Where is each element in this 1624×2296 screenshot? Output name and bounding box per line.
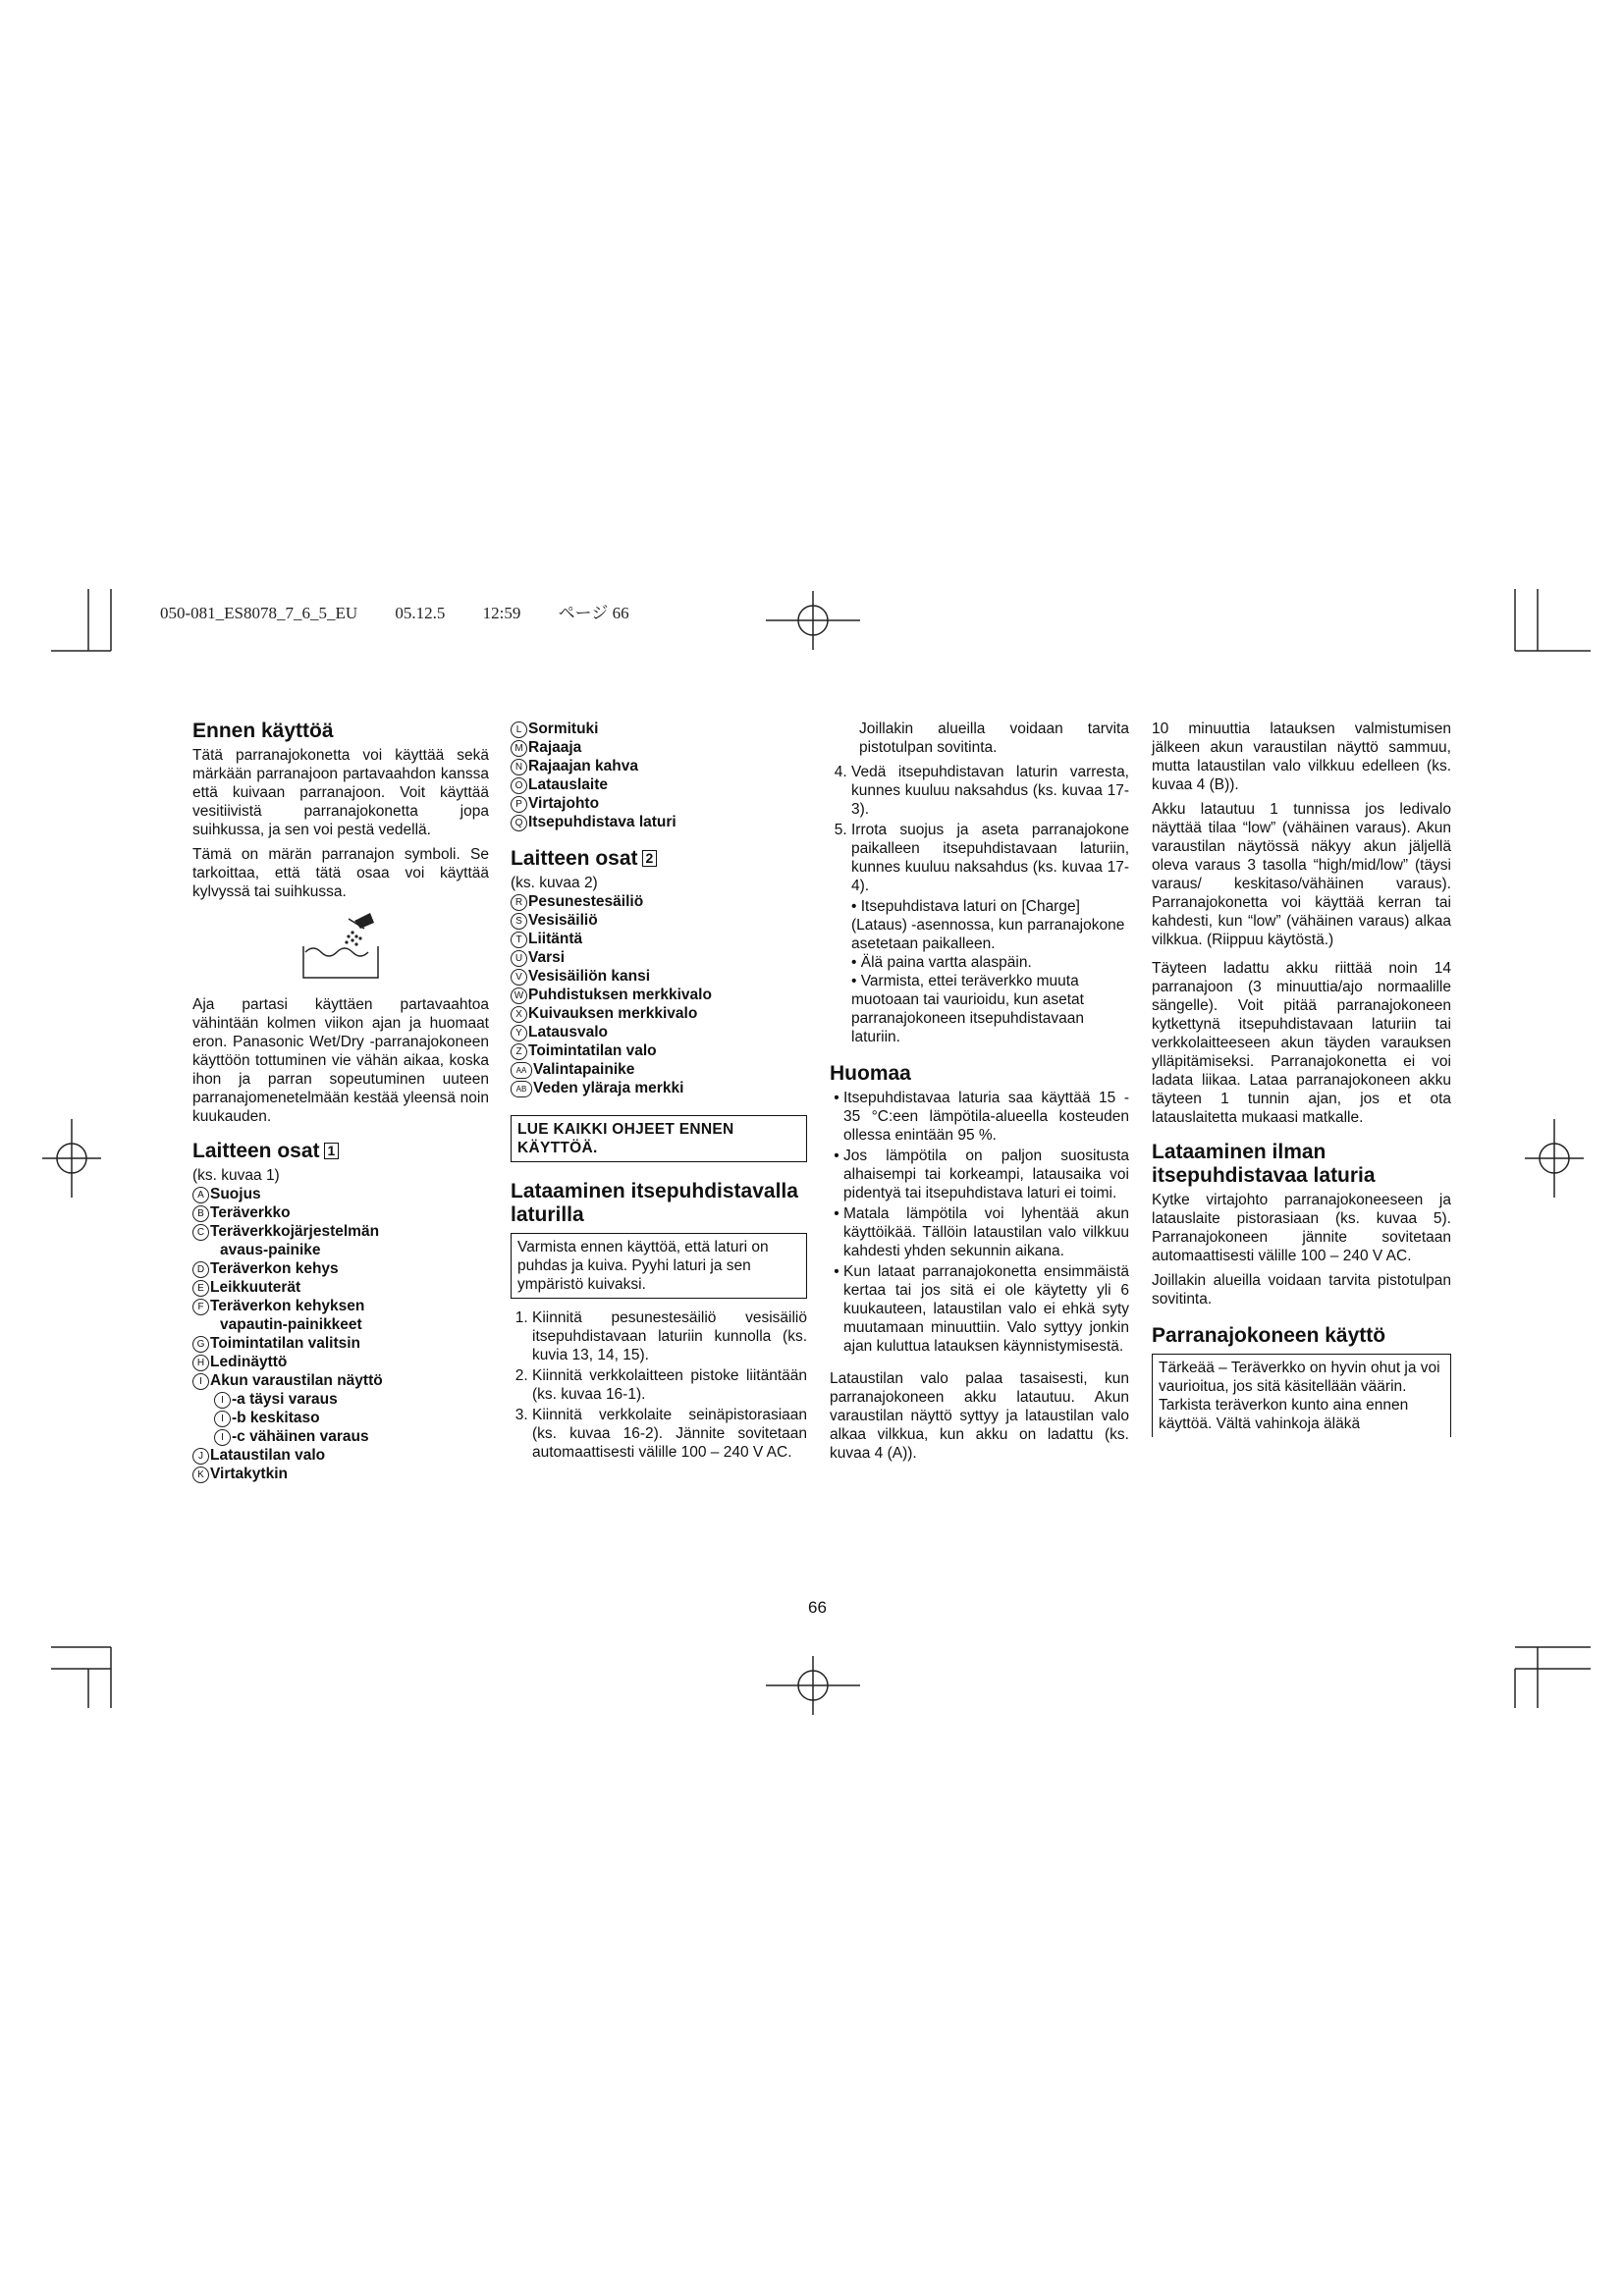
wet-symbol-paragraph: Tämä on märän parranajon symboli. Se tarkoittaa, että tätä osaa voi käyttää kylvyssä tai suihkussa. xyxy=(192,846,489,900)
part-label: Vesisäiliön kansi xyxy=(528,968,651,985)
part-item xyxy=(192,1446,489,1465)
figure-number-box: 2 xyxy=(642,850,658,867)
part-label: Suojus xyxy=(210,1186,261,1202)
part-label: Leikkuuterät xyxy=(210,1279,301,1296)
part-marker: H xyxy=(192,1355,209,1371)
part-item xyxy=(192,1297,489,1315)
note-list xyxy=(830,1089,1129,1356)
part-label: Virtakytkin xyxy=(210,1466,288,1482)
part-label: Valintapainike xyxy=(533,1061,635,1078)
part-label: Rajaajan kahva xyxy=(528,758,639,774)
part-marker: V xyxy=(511,969,527,986)
column-1 xyxy=(192,720,489,1483)
part-item xyxy=(511,794,807,813)
part-label: Vesisäiliö xyxy=(528,912,598,929)
part-item xyxy=(192,1390,489,1409)
adapter-note-2: Joillakin alueilla voidaan tarvita pistotulpan sovitinta. xyxy=(1152,1272,1451,1308)
parts-list-2 xyxy=(511,892,807,1097)
part-marker: AA xyxy=(511,1062,532,1079)
part-label: Teräverkkojärjestelmän xyxy=(210,1223,380,1240)
part-label: Teräverkon kehys xyxy=(210,1260,339,1277)
part-label: avaus-painike xyxy=(220,1242,321,1258)
charging-steps-continued xyxy=(830,763,1129,895)
step-item: 5. Irrota suojus ja aseta parranajokone paikalleen itsepuhdistavaan laturiin, kunnes kuuluu naksahdus (ks. kuvaa 17-4). xyxy=(851,821,1129,895)
part-label: Veden yläraja merkki xyxy=(533,1080,684,1096)
part-marker: G xyxy=(192,1336,209,1353)
heading-parts-1 xyxy=(192,1140,489,1163)
part-label: Toimintatilan valitsin xyxy=(210,1335,361,1352)
part-item xyxy=(511,930,807,948)
part-label: Virtajohto xyxy=(528,795,600,812)
part-marker: A xyxy=(192,1187,209,1203)
charging-steps xyxy=(511,1308,807,1462)
part-item xyxy=(511,967,807,986)
print-file-name: 050-081_ES8078_7_6_5_EU xyxy=(160,604,358,622)
part-marker: Z xyxy=(511,1043,527,1060)
part-marker: K xyxy=(192,1467,209,1483)
part-item xyxy=(511,813,807,831)
part-marker: X xyxy=(511,1006,527,1023)
part-label: Toimintatilan valo xyxy=(528,1042,657,1059)
print-time: 12:59 xyxy=(482,604,521,622)
page-number: 66 xyxy=(808,1598,827,1617)
part-item xyxy=(511,775,807,794)
part-marker: E xyxy=(192,1280,209,1297)
step-item: 1. Kiinnitä pesunestesäiliö vesisäiliö itsepuhdistavaan laturiin kunnolla (ks. kuvia 13, 14, 15). xyxy=(532,1308,807,1364)
column-4 xyxy=(1152,720,1451,1447)
part-marker: S xyxy=(511,913,527,930)
step-item: 2. Kiinnitä verkkolaitteen pistoke liitäntään (ks. kuvaa 16-1). xyxy=(532,1366,807,1404)
part-marker: Y xyxy=(511,1025,527,1041)
note-item: • Itsepuhdistavaa laturia saa käyttää 15 - 35 °C:een lämpötila-alueella kosteuden ollessa enintään 95 %. xyxy=(843,1089,1129,1145)
important-notice-box: Tärkeää – Teräverkko on hyvin ohut ja voi vaurioitua, jos sitä käsitellään väärin. Tarkista teräverkon kunto aina ennen käyttöä. Vältä vahinkoja äläkä xyxy=(1152,1354,1451,1437)
part-item xyxy=(192,1409,489,1427)
part-item xyxy=(511,892,807,911)
part-marker: B xyxy=(192,1205,209,1222)
part-marker: I xyxy=(214,1429,231,1446)
part-item xyxy=(511,948,807,967)
part-marker: U xyxy=(511,950,527,967)
part-label: Varsi xyxy=(528,949,566,966)
battery-display-paragraph: 10 minuuttia latauksen valmistumisen jälkeen akun varaustilan näyttö sammuu, mutta lataustilan valo vilkkuu edelleen (ks. kuvaa 4 (B)). xyxy=(1152,721,1451,793)
parts-list-1-continued xyxy=(511,720,807,831)
direct-charging-paragraph: Kytke virtajohto parranajokoneeseen ja latauslaite pistorasiaan (ks. kuvaa 5). Parranajokoneen jännite sovitetaan automaattisesti välille 100 – 240 V AC. xyxy=(1152,1192,1451,1264)
part-label: Itsepuhdistava laturi xyxy=(528,814,677,830)
part-label: -b keskitaso xyxy=(232,1410,320,1426)
heading-parts-2 xyxy=(511,847,807,871)
part-label: Lataustilan valo xyxy=(210,1447,326,1464)
part-label: Teräverkon kehyksen xyxy=(210,1298,365,1314)
part-item xyxy=(192,1278,489,1297)
wet-shave-symbol-icon xyxy=(296,909,386,986)
part-marker: R xyxy=(511,894,527,911)
part-item xyxy=(511,1004,807,1023)
step-sub-notes xyxy=(830,897,1129,1046)
part-marker: M xyxy=(511,740,527,757)
part-marker: J xyxy=(192,1448,209,1465)
part-item xyxy=(192,1315,489,1334)
part-item xyxy=(192,1465,489,1483)
part-marker: Q xyxy=(511,815,527,831)
part-item xyxy=(511,911,807,930)
usage-paragraph: Aja partasi käyttäen partavaahtoa vähintään kolmen viikon ajan ja huomaat eron. Panasonic Wet/Dry -parranajokoneen käyttöön tottuminen vie vähän aikaa, koska ihon ja parran sopeutuminen uuteen parranajomenetelmään kestää yleensä noin kuukauden. xyxy=(192,996,489,1125)
part-item xyxy=(511,986,807,1004)
full-charge-paragraph: Täyteen ladattu akku riittää noin 14 parranajoon (3 minuuttia/ajo normaalille sängelle). Voit pitää parranajokoneen kytkettynä itsepuhdistavaan laturiin tai verkkolaitteeseen akun täyden varauksen ylläpitämiseksi. Parranajokonetta ei voi ladata liikaa. Lataa parranajokoneen akku täyteen 1 tunnin ajan, jos et ota latauslaitetta mukaasi matkalle. xyxy=(1152,960,1451,1126)
part-label: Sormituki xyxy=(528,721,599,737)
heading-parts-1-text: Laitteen osat xyxy=(192,1140,320,1162)
step-item: 4. Vedä itsepuhdistavan laturin varresta, kunnes kuuluu naksahdus (ks. kuvaa 17-3). xyxy=(851,763,1129,819)
parts-list-1 xyxy=(192,1185,489,1483)
note-item: • Jos lämpötila on paljon suositusta alhaisempi tai korkeampi, latausaika voi pidentyä tai itsepuhdistava laturi ei toimi. xyxy=(843,1147,1129,1202)
charge-level-paragraph: Akku latautuu 1 tunnissa jos ledivalo näyttää tilaa “low” (vähäinen varaus). Akun varaustilan näytössä näkyy akun jäljellä oleva varaus 3 tasolla “high/mid/low” (täysi varaus/ keskitaso/vähäinen varaus). Parranajokonetta voi käyttää kerran tai kahdesti, kun “low” (vähäinen varaus) alkaa vilkkua. (Riippuu käytöstä.) xyxy=(1152,801,1451,948)
part-label: Teräverkko xyxy=(210,1204,291,1221)
part-marker: N xyxy=(511,759,527,775)
part-label: Rajaaja xyxy=(528,739,582,756)
part-item xyxy=(192,1334,489,1353)
heading-parts-2-text: Laitteen osat xyxy=(511,847,638,870)
charge-status-paragraph: Lataustilan valo palaa tasaisesti, kun parranajokoneen akku latautuu. Akun varaustilan näyttö syttyy ja lataustilan valo alkaa vilkkua, kun akku on ladattu (ks. kuvaa 4 (A)). xyxy=(830,1370,1129,1462)
part-item xyxy=(192,1241,489,1259)
part-item xyxy=(192,1222,489,1241)
part-item xyxy=(511,1023,807,1041)
charger-note-box: Varmista ennen käyttöä, että laturi on puhdas ja kuiva. Pyyhi laturi ja sen ympäristö kuivaksi. xyxy=(511,1233,807,1299)
heading-charging-self-cleaning: Lataaminen itsepuhdistavalla laturilla xyxy=(511,1180,798,1226)
read-instructions-warning: LUE KAIKKI OHJEET ENNEN KÄYTTÖÄ. xyxy=(511,1115,807,1162)
part-label: Puhdistuksen merkkivalo xyxy=(528,987,712,1003)
intro-paragraph: Tätä parranajokonetta voi käyttää sekä märkään parranajoon partavaahdon kanssa että kuivaan parranajoon. Voit käyttää vesitiivistä parranajokonetta jopa suihkussa, ja sen voi pestä vedellä. xyxy=(192,747,489,838)
note-item: • Kun lataat parranajokonetta ensimmäistä kertaa tai jos sitä ei ole käytetty yli 6 kuukauteen, lataustilan valo ei ehkä syty muutamaan minuuttiin. Valo syttyy jonkin ajan kuluttua latauksen käynnistymisestä. xyxy=(843,1262,1129,1356)
sub-note-item: • Älä paina vartta alaspäin. xyxy=(851,953,1129,972)
heading-note: Huomaa xyxy=(830,1062,911,1085)
part-item xyxy=(192,1371,489,1390)
part-item xyxy=(192,1185,489,1203)
print-page-label: ページ 66 xyxy=(558,604,629,622)
part-marker: T xyxy=(511,932,527,948)
part-marker: W xyxy=(511,988,527,1004)
part-marker: L xyxy=(511,721,527,738)
part-item xyxy=(511,1041,807,1060)
part-marker: O xyxy=(511,777,527,794)
part-item xyxy=(192,1353,489,1371)
figure-number-box: 1 xyxy=(324,1143,340,1159)
print-date: 05.12.5 xyxy=(395,604,446,622)
step-item: 3. Kiinnitä verkkolaite seinäpistorasiaan (ks. kuvaa 16-2). Jännite sovitetaan automaattisesti välille 100 – 240 V AC. xyxy=(532,1406,807,1462)
sub-note-item: • Varmista, ettei teräverkko muuta muotoaan tai vaurioidu, kun asetat parranajokoneen itsepuhdistavaan laturiin. xyxy=(851,972,1129,1046)
part-label: Kuivauksen merkkivalo xyxy=(528,1005,698,1022)
part-label: Latausvalo xyxy=(528,1024,608,1041)
part-marker: I xyxy=(192,1373,209,1390)
part-label: vapautin-painikkeet xyxy=(220,1316,362,1333)
part-item xyxy=(192,1427,489,1446)
figure-reference: (ks. kuvaa 1) xyxy=(192,1167,280,1184)
part-label: Pesunestesäiliö xyxy=(528,893,644,910)
adapter-note: Joillakin alueilla voidaan tarvita pistotulpan sovitinta. xyxy=(859,721,1129,756)
heading-shaver-use: Parranajokoneen käyttö xyxy=(1152,1324,1386,1347)
part-label: -c vähäinen varaus xyxy=(232,1428,369,1445)
part-marker: AB xyxy=(511,1081,532,1097)
column-2 xyxy=(511,720,807,1464)
part-item xyxy=(511,720,807,738)
part-item xyxy=(511,738,807,757)
figure-reference: (ks. kuvaa 2) xyxy=(511,875,598,891)
part-label: -a täysi varaus xyxy=(232,1391,338,1408)
part-item xyxy=(192,1203,489,1222)
part-item xyxy=(511,757,807,775)
part-label: Akun varaustilan näyttö xyxy=(210,1372,383,1389)
part-label: Latauslaite xyxy=(528,776,608,793)
column-3 xyxy=(830,720,1129,1468)
part-item xyxy=(511,1079,807,1097)
part-label: Ledinäyttö xyxy=(210,1354,288,1370)
part-item xyxy=(192,1259,489,1278)
part-marker: F xyxy=(192,1299,209,1315)
part-marker: I xyxy=(214,1392,231,1409)
part-marker: C xyxy=(192,1224,209,1241)
part-marker: D xyxy=(192,1261,209,1278)
part-marker: I xyxy=(214,1411,231,1427)
sub-note-item: • Itsepuhdistava laturi on [Charge] (Lataus) -asennossa, kun parranajokone asetetaan paikalleen. xyxy=(851,897,1129,953)
heading-charging-without-charger: Lataaminen ilman itsepuhdistavaa laturia xyxy=(1152,1141,1376,1187)
heading-before-use: Ennen käyttöä xyxy=(192,720,334,742)
note-item: • Matala lämpötila voi lyhentää akun käyttöikää. Tällöin lataustilan valo vilkkuu kahdesti yhden sekunnin aikana. xyxy=(843,1204,1129,1260)
part-marker: P xyxy=(511,796,527,813)
part-item xyxy=(511,1060,807,1079)
part-label: Liitäntä xyxy=(528,931,583,947)
